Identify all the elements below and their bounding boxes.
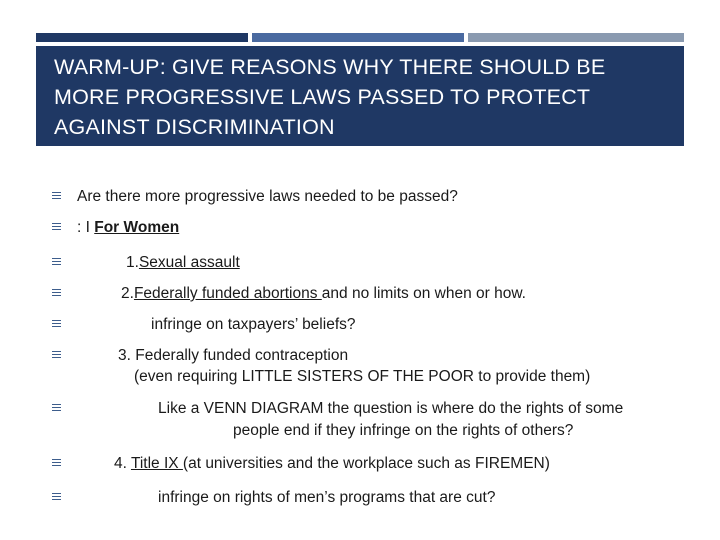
bullet-text-line-2: people end if they infringe on the rights of others? xyxy=(233,422,574,439)
bullet-icon xyxy=(52,351,61,358)
header-accent-bar-right xyxy=(468,33,684,42)
for-women-heading: For Women xyxy=(94,219,180,236)
bullet-icon xyxy=(52,404,61,411)
bullet-icon xyxy=(52,493,61,500)
slide-title-line-3: AGAINST DISCRIMINATION xyxy=(54,115,335,139)
bullet-icon xyxy=(52,289,61,296)
bullet-icon xyxy=(52,192,61,199)
slide-title-line-2: MORE PROGRESSIVE LAWS PASSED TO PROTECT xyxy=(54,85,591,109)
bullet-icon xyxy=(52,320,61,327)
header-accent-bar-middle xyxy=(252,33,464,42)
bullet-text: 4. Title IX (at universities and the workplace such as FIREMEN) xyxy=(114,455,550,472)
bullet-text: infringe on rights of men’s programs that are cut? xyxy=(158,489,496,506)
bullet-text: Are there more progressive laws needed to be passed? xyxy=(77,188,458,205)
slide-title-line-1: WARM-UP: GIVE REASONS WHY THERE SHOULD BE xyxy=(54,55,606,79)
bullet-text: 1.Sexual assault xyxy=(126,254,240,271)
bullet-text-line-1: 3. Federally funded contraception xyxy=(118,347,349,364)
bullet-icon xyxy=(52,223,61,230)
bullet-text: : I For Women xyxy=(77,219,180,236)
bullet-text: infringe on taxpayers’ beliefs? xyxy=(151,316,356,333)
bullet-text-line-2: (even requiring LITTLE SISTERS OF THE POOR to provide them) xyxy=(134,368,591,385)
bullet-text-line-1: Like a VENN DIAGRAM the question is where do the rights of some xyxy=(158,400,624,417)
bullet-text: 2.Federally funded abortions and no limits on when or how. xyxy=(121,285,526,302)
bullet-icon xyxy=(52,459,61,466)
header-accent-bar-left xyxy=(36,33,248,42)
slide-title-box xyxy=(36,46,684,146)
bullet-icon xyxy=(52,258,61,265)
